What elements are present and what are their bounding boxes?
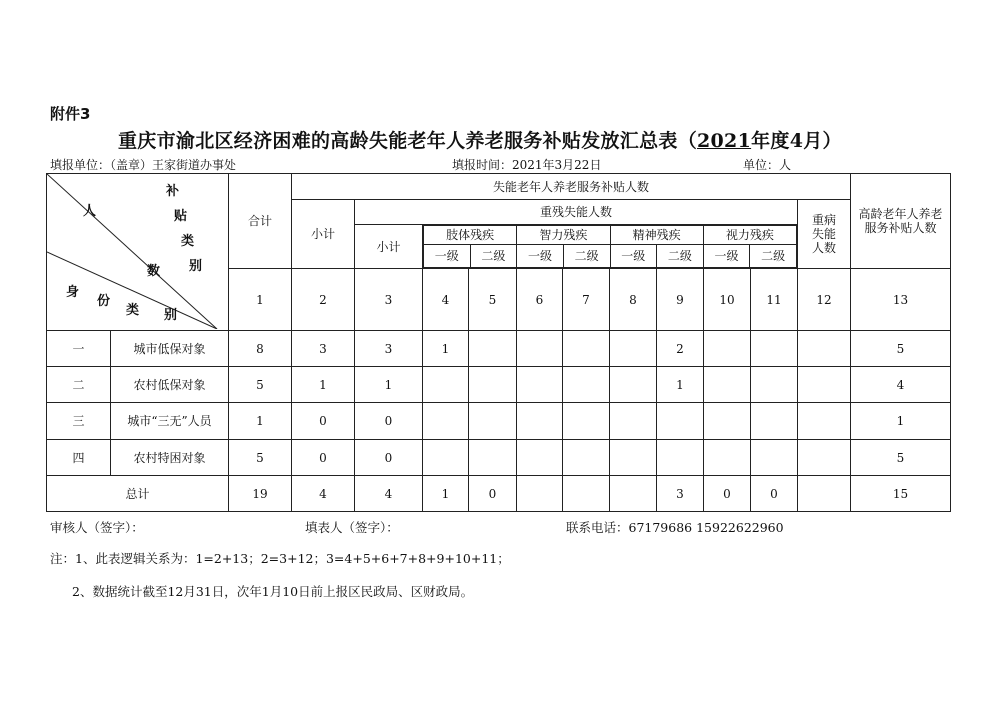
cell: 1 <box>355 367 423 403</box>
cell: 3 <box>657 476 704 512</box>
col-number: 5 <box>469 269 517 331</box>
attachment-label: 附件3 <box>50 105 91 123</box>
cell <box>517 367 563 403</box>
cell <box>469 367 517 403</box>
table-row <box>47 331 951 367</box>
cell <box>798 403 851 440</box>
cell: 1 <box>657 367 704 403</box>
col-number: 12 <box>798 269 851 331</box>
cell <box>517 403 563 440</box>
col-number: 13 <box>851 269 951 331</box>
cell <box>610 403 657 440</box>
col-number: 8 <box>610 269 657 331</box>
disability-type-block <box>423 225 798 269</box>
cell <box>798 476 851 512</box>
row-number: 一 <box>47 331 111 367</box>
diag-label-lei2: 类 <box>126 303 140 318</box>
col-number: 10 <box>704 269 751 331</box>
diag-label-ren: 人 <box>83 204 97 219</box>
diag-label-fen: 份 <box>97 294 111 309</box>
illness-line-1: 重病 <box>811 213 836 227</box>
cell: 1 <box>423 331 469 367</box>
cell <box>517 331 563 367</box>
cell <box>704 331 751 367</box>
intellect-level1: 一级 <box>517 245 564 268</box>
diagonal-header-cell <box>47 174 229 331</box>
cell <box>751 367 798 403</box>
col-number: 9 <box>657 269 704 331</box>
contact-phone: 联系电话：67179686 15922622960 <box>566 520 784 535</box>
title-suffix: 年度4月） <box>751 130 842 152</box>
title-year: 2021 <box>697 130 752 152</box>
cell <box>704 403 751 440</box>
header-intellect: 智力残疾 <box>517 226 610 245</box>
cell <box>563 367 610 403</box>
cell: 0 <box>751 476 798 512</box>
mental-level1: 一级 <box>610 245 657 268</box>
title-prefix: 重庆市渝北区经济困难的高龄失能老年人养老服务补贴发放汇总表（ <box>118 130 698 152</box>
reporting-unit: 填报单位：（盖章）王家街道办事处 <box>50 158 237 172</box>
header-total: 合计 <box>229 174 292 269</box>
reporting-time: 填报时间：2021年3月22日 <box>452 158 602 172</box>
cell: 19 <box>229 476 292 512</box>
cell: 5 <box>851 331 951 367</box>
cell: 5 <box>229 367 292 403</box>
note-line-1: 注：1、此表逻辑关系为：1=2+13；2=3+12；3=4+5+6+7+8+9+10+11； <box>50 551 510 566</box>
col-number: 11 <box>751 269 798 331</box>
header-mental: 精神残疾 <box>610 226 703 245</box>
cell <box>704 440 751 476</box>
cell: 4 <box>292 476 355 512</box>
cell: 1 <box>229 403 292 440</box>
cell <box>751 403 798 440</box>
filler-signature: 填表人（签字）： <box>305 520 399 535</box>
header-severe-group: 重残失能人数 <box>355 200 798 225</box>
cell <box>563 476 610 512</box>
cell: 0 <box>704 476 751 512</box>
header-illness <box>798 200 851 269</box>
cell <box>423 440 469 476</box>
cell: 0 <box>292 403 355 440</box>
header-limb: 肢体残疾 <box>424 226 517 245</box>
intellect-level2: 二级 <box>563 245 610 268</box>
cell: 0 <box>292 440 355 476</box>
col-number: 6 <box>517 269 563 331</box>
cell <box>751 331 798 367</box>
cell <box>798 331 851 367</box>
cell <box>610 367 657 403</box>
cell: 4 <box>851 367 951 403</box>
cell <box>563 331 610 367</box>
page-title <box>118 126 842 153</box>
row-category: 城市“三无”人员 <box>111 403 229 440</box>
cell <box>563 403 610 440</box>
diag-label-bu: 补 <box>166 184 180 199</box>
col-number: 3 <box>355 269 423 331</box>
limb-level1: 一级 <box>424 245 471 268</box>
diag-label-lei: 类 <box>181 234 195 249</box>
header-disabled-group: 失能老年人养老服务补贴人数 <box>292 174 851 200</box>
diag-label-tie: 贴 <box>174 209 188 224</box>
reviewer-signature: 审核人（签字）： <box>50 520 144 535</box>
measure-unit: 单位：人 <box>743 158 792 172</box>
row-number: 四 <box>47 440 111 476</box>
cell: 5 <box>851 440 951 476</box>
illness-line-2: 失能 <box>811 227 836 241</box>
cell: 15 <box>851 476 951 512</box>
cell <box>610 476 657 512</box>
cell: 8 <box>229 331 292 367</box>
illness-line-3: 人数 <box>811 241 836 255</box>
cell: 0 <box>469 476 517 512</box>
header-severe-subtotal: 小计 <box>355 225 423 269</box>
vision-level2: 二级 <box>750 245 797 268</box>
header-subtotal: 小计 <box>292 200 355 269</box>
total-label: 总计 <box>47 476 229 512</box>
cell <box>657 403 704 440</box>
cell <box>563 440 610 476</box>
table-row <box>47 440 951 476</box>
col-number: 7 <box>563 269 610 331</box>
cell <box>423 367 469 403</box>
cell: 1 <box>292 367 355 403</box>
row-category: 农村特困对象 <box>111 440 229 476</box>
diag-label-shen: 身 <box>66 285 80 300</box>
cell: 1 <box>851 403 951 440</box>
row-category: 农村低保对象 <box>111 367 229 403</box>
cell <box>517 476 563 512</box>
mental-level2: 二级 <box>657 245 704 268</box>
cell <box>423 403 469 440</box>
total-row <box>47 476 951 512</box>
cell <box>704 367 751 403</box>
cell <box>798 367 851 403</box>
cell <box>469 403 517 440</box>
diag-label-bie: 别 <box>189 259 203 274</box>
table-row <box>47 367 951 403</box>
row-number: 三 <box>47 403 111 440</box>
vision-level1: 一级 <box>703 245 750 268</box>
cell <box>657 440 704 476</box>
table-row <box>47 403 951 440</box>
cell <box>469 440 517 476</box>
header-vision: 视力残疾 <box>703 226 796 245</box>
col-number: 2 <box>292 269 355 331</box>
cell <box>517 440 563 476</box>
cell: 0 <box>355 440 423 476</box>
col-number: 4 <box>423 269 469 331</box>
cell <box>610 440 657 476</box>
diag-label-bie2: 别 <box>164 308 178 323</box>
cell: 3 <box>355 331 423 367</box>
diag-label-shu: 数 <box>147 264 161 279</box>
limb-level2: 二级 <box>470 245 517 268</box>
cell <box>751 440 798 476</box>
summary-table <box>46 173 951 512</box>
col-number: 1 <box>229 269 292 331</box>
cell <box>610 331 657 367</box>
cell: 5 <box>229 440 292 476</box>
row-number: 二 <box>47 367 111 403</box>
row-category: 城市低保对象 <box>111 331 229 367</box>
cell: 1 <box>423 476 469 512</box>
cell <box>469 331 517 367</box>
header-elderly: 高龄老年人养老服务补贴人数 <box>851 174 951 269</box>
cell: 3 <box>292 331 355 367</box>
note-line-2: 2、数据统计截至12月31日，次年1月10日前上报区民政局、区财政局。 <box>72 584 474 599</box>
cell: 4 <box>355 476 423 512</box>
cell: 2 <box>657 331 704 367</box>
cell <box>798 440 851 476</box>
cell: 0 <box>355 403 423 440</box>
